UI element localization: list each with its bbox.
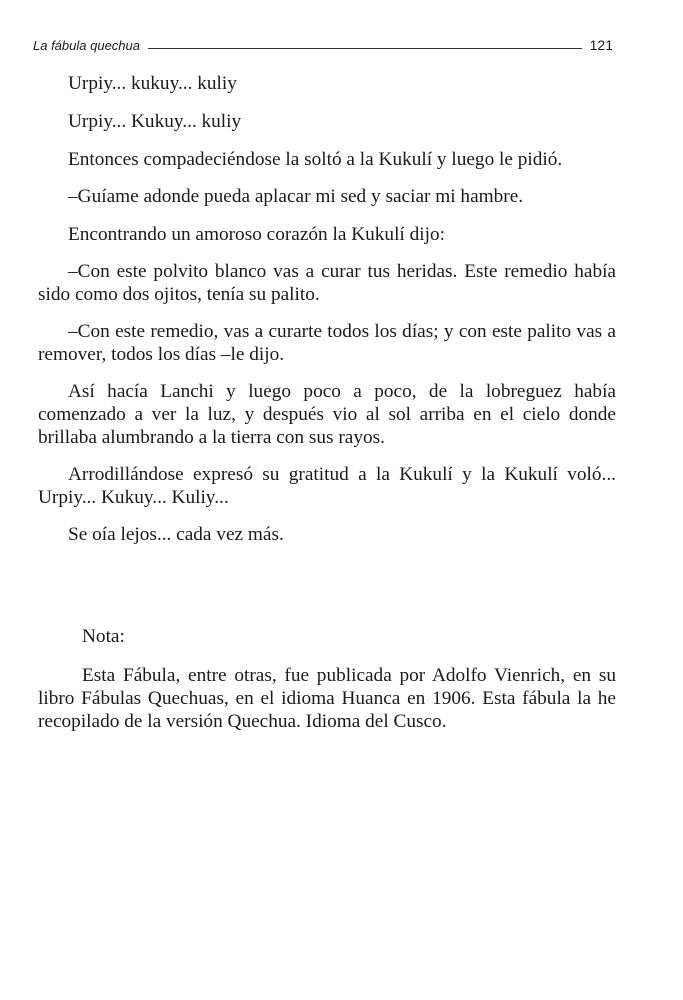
header-rule — [148, 48, 582, 49]
paragraph: Encontrando un amoroso corazón la Kukulí dijo: — [68, 224, 445, 245]
note-label: Nota: — [82, 626, 125, 647]
paragraph: –Con este remedio, vas a curarte todos los días; y con este palito vas a remover, todos los días –le dijo. — [38, 321, 616, 365]
paragraph: Urpiy... Kukuy... kuliy — [68, 111, 242, 132]
paragraph: Arrodillándose expresó su gratitud a la Kukulí y la Kukulí voló... Urpiy... Kukuy... Kuliy... — [38, 464, 616, 508]
paragraph: Así hacía Lanchi y luego poco a poco, de la lobreguez había comenzado a ver la luz, y después vio al sol arriba en el cielo donde brillaba alumbrando a la tierra con sus rayos. — [38, 381, 616, 448]
note-body: Esta Fábula, entre otras, fue publicada por Adolfo Vienrich, en su libro Fábulas Quechuas, en el idioma Huanca en 1906. Esta fábula la he recopilado de la versión Quechua. Idioma del Cusco. — [38, 665, 616, 732]
paragraph: Entonces compadeciéndose la soltó a la Kukulí y luego le pidió. — [68, 149, 563, 170]
running-header — [33, 33, 613, 53]
paragraph: Se oía lejos... cada vez más. — [68, 524, 284, 545]
body-text — [38, 72, 616, 546]
paragraph: –Guíame adonde pueda aplacar mi sed y saciar mi hambre. — [68, 186, 524, 207]
paragraph: Urpiy... kukuy... kuliy — [68, 73, 237, 94]
note-section — [38, 625, 616, 733]
paragraph: –Con este polvito blanco vas a curar tus heridas. Este remedio había sido como dos ojitos, tenía su palito. — [38, 261, 616, 305]
page-number: 121 — [589, 37, 613, 53]
running-title: La fábula quechua — [33, 38, 140, 53]
